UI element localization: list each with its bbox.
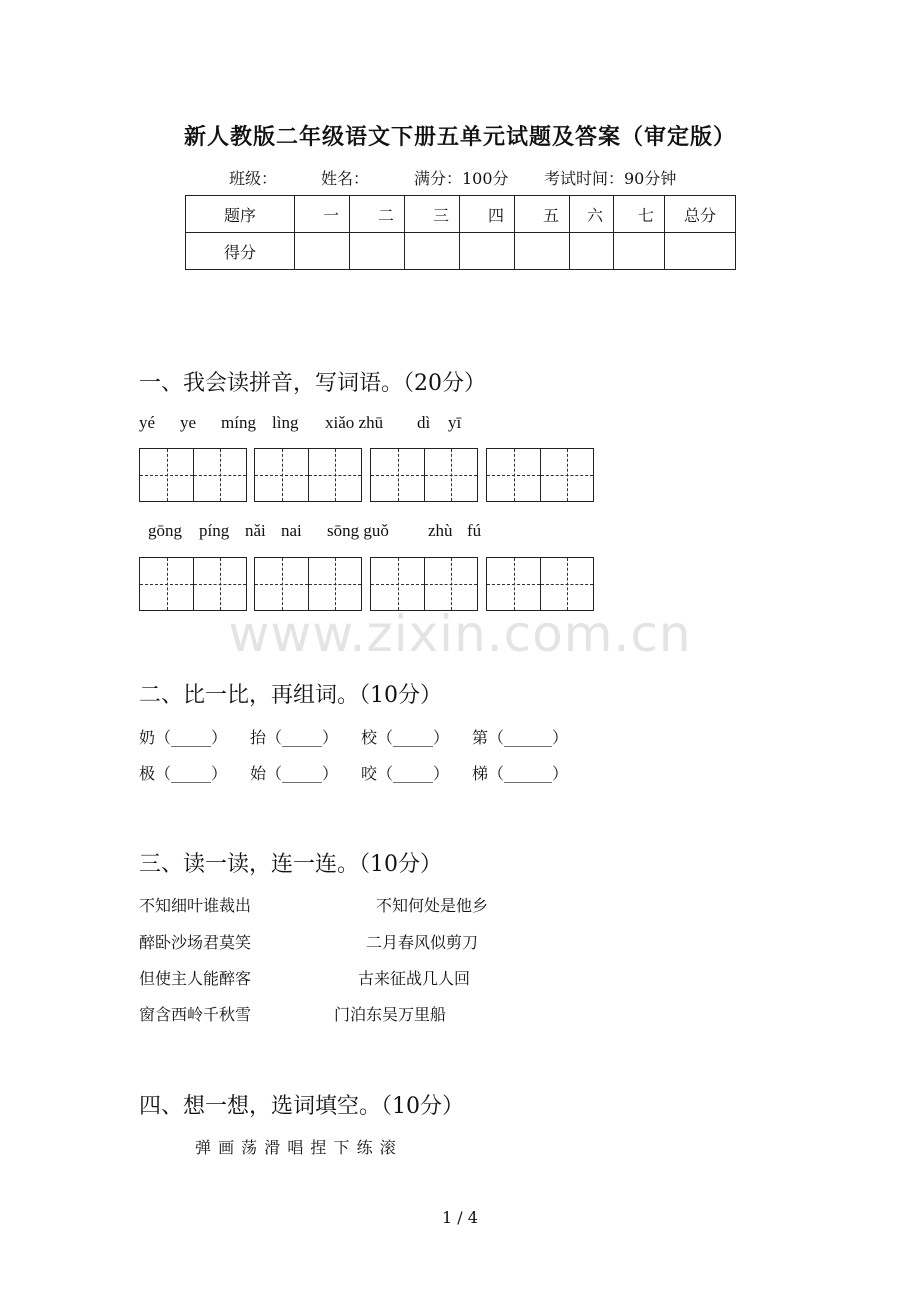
pinyin-word: nai — [281, 521, 302, 540]
writing-grid[interactable] — [254, 557, 362, 611]
pinyin-word: yé — [139, 413, 156, 432]
pinyin-word: míng — [221, 413, 256, 432]
poem-line-right[interactable]: 古来征战几人回 — [358, 969, 471, 988]
section-4-heading: 四、想一想，选词填空。（10分） — [139, 1094, 464, 1119]
table-cell: 五 — [515, 196, 570, 233]
watermark: www.zixin.com.cn — [228, 605, 692, 663]
page-title: 新人教版二年级语文下册五单元试题及答案（审定版） — [183, 124, 736, 150]
pinyin-word: sōng guǒ — [327, 521, 389, 540]
word-blank[interactable]: 梯（______） — [472, 764, 569, 783]
section-2-heading: 二、比一比，再组词。（10分） — [139, 683, 442, 708]
poem-line-left[interactable]: 窗含西岭千秋雪 — [139, 1005, 252, 1024]
pinyin-word: ye — [180, 413, 197, 432]
table-cell: 一 — [295, 196, 350, 233]
table-cell: 总分 — [665, 196, 736, 233]
page-number: 1 / 4 — [442, 1208, 478, 1227]
pinyin-word: nǎi — [245, 521, 266, 540]
poem-line-right[interactable]: 不知何处是他乡 — [376, 896, 489, 915]
poem-line-left[interactable]: 但使主人能醉客 — [139, 969, 252, 988]
table-cell: 二 — [350, 196, 405, 233]
poem-line-left[interactable]: 不知细叶谁裁出 — [139, 896, 252, 915]
section-3-heading: 三、读一读，连一连。（10分） — [139, 852, 442, 877]
pinyin-word: yī — [448, 413, 462, 432]
score-table — [185, 195, 736, 270]
word-blank[interactable]: 始（_____） — [250, 764, 339, 783]
score-input-cell[interactable] — [515, 233, 570, 270]
pinyin-word: dì — [417, 413, 431, 432]
section-1-heading: 一、我会读拼音，写词语。（20分） — [139, 371, 486, 396]
poem-line-right[interactable]: 二月春风似剪刀 — [366, 933, 479, 952]
name-label: 姓名： — [321, 169, 370, 188]
table-cell: 得分 — [186, 233, 295, 270]
word-blank[interactable]: 极（_____） — [139, 764, 228, 783]
writing-grid[interactable] — [139, 557, 247, 611]
pinyin-word: píng — [199, 521, 230, 540]
score-input-cell[interactable] — [460, 233, 515, 270]
writing-grid[interactable] — [370, 557, 478, 611]
word-blank[interactable]: 第（______） — [472, 728, 569, 747]
word-blank[interactable]: 抬（_____） — [250, 728, 339, 747]
writing-grid[interactable] — [486, 448, 594, 502]
pinyin-word: lìng — [272, 413, 299, 432]
table-cell: 三 — [405, 196, 460, 233]
word-blank[interactable]: 咬（_____） — [361, 764, 450, 783]
table-cell: 四 — [460, 196, 515, 233]
class-label: 班级： — [229, 169, 278, 188]
pinyin-word: zhù — [428, 521, 453, 540]
writing-grid[interactable] — [370, 448, 478, 502]
writing-grid[interactable] — [254, 448, 362, 502]
score-input-cell[interactable] — [570, 233, 614, 270]
full-score-label: 满分：100分 — [414, 169, 509, 188]
score-input-cell[interactable] — [614, 233, 665, 270]
writing-grid[interactable] — [486, 557, 594, 611]
pinyin-word: xiǎo zhū — [325, 413, 384, 432]
word-bank: 弹 画 荡 滑 唱 捏 下 练 滚 — [195, 1138, 397, 1157]
poem-line-right[interactable]: 门泊东吴万里船 — [334, 1005, 447, 1024]
word-blank[interactable]: 奶（_____） — [139, 728, 228, 747]
score-input-cell[interactable] — [405, 233, 460, 270]
score-input-cell[interactable] — [665, 233, 736, 270]
score-input-cell[interactable] — [350, 233, 405, 270]
table-cell: 六 — [570, 196, 614, 233]
table-cell: 七 — [614, 196, 665, 233]
pinyin-word: fú — [467, 521, 482, 540]
poem-line-left[interactable]: 醉卧沙场君莫笑 — [139, 933, 252, 952]
score-input-cell[interactable] — [295, 233, 350, 270]
pinyin-word: gōng — [148, 521, 182, 540]
score-table-header-row — [186, 196, 736, 233]
exam-time-label: 考试时间：90分钟 — [544, 169, 677, 188]
table-cell: 题序 — [186, 196, 295, 233]
word-blank[interactable]: 校（_____） — [361, 728, 450, 747]
writing-grid[interactable] — [139, 448, 247, 502]
score-table-score-row — [186, 233, 736, 270]
